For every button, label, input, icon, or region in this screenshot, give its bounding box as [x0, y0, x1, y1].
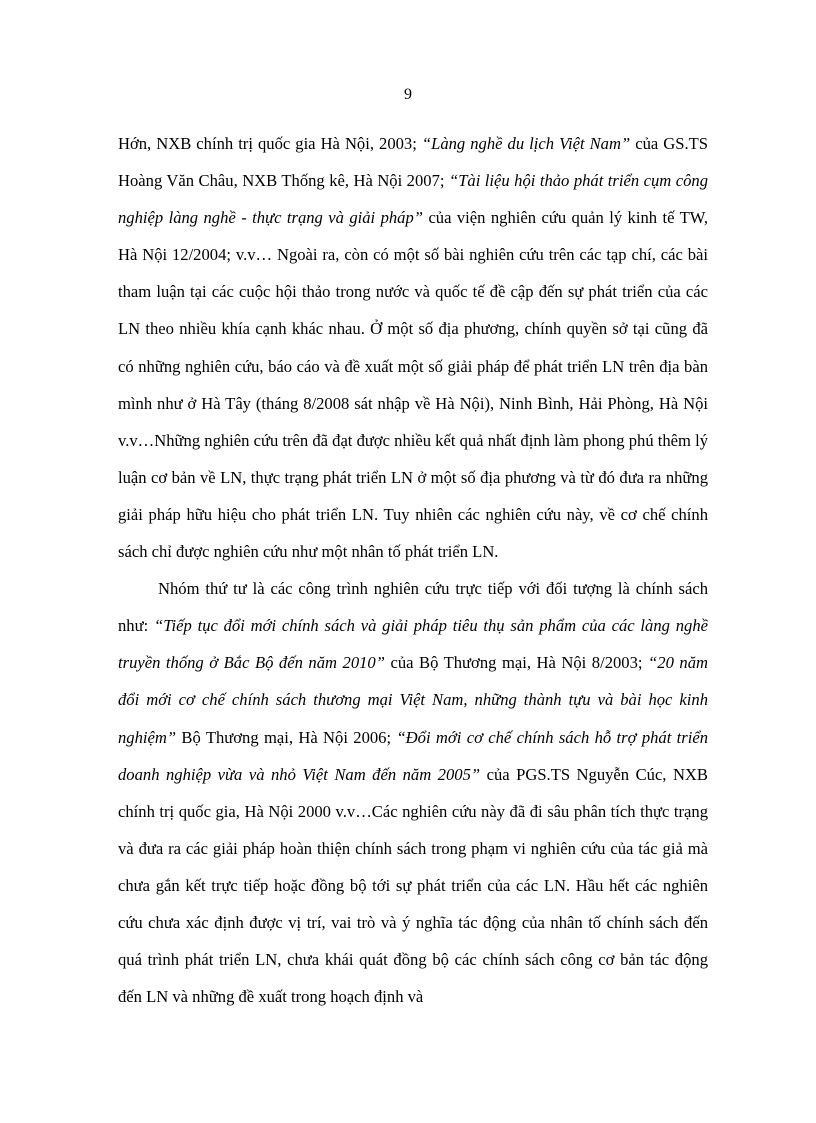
paragraph-1-italic-title-1: “Làng nghề du lịch Việt Nam” — [421, 134, 631, 153]
paragraph-2-italic-title-3: “Đổi mới cơ chế chính sách hỗ trợ phát triển doanh nghiệp vừa và nhỏ Việt Nam đến năm 2005” — [118, 727, 709, 784]
paragraph-1-text-1: Hớn, NXB chính trị quốc gia Hà Nội, 2003; — [118, 134, 422, 153]
paragraph-1-italic-title-2: “Tài liệu hội thảo phát triển cụm công nghiệp làng nghề - thực trạng và giải pháp” — [118, 171, 708, 228]
paragraph-2 — [118, 570, 708, 1015]
paragraph-1 — [118, 125, 708, 570]
paragraph-2-text-4: của PGS.TS Nguyễn Cúc, NXB chính trị quốc gia, Hà Nội 2000 v.v…Các nghiên cứu này đã đi sâu phân tích thực trạng và đưa ra các giải pháp hoàn thiện chính sách trong phạm vi nghiên cứu của tác giả mà chưa gắn kết trực tiếp hoặc đồng bộ tới sự phát triển của các LN. Hầu hết các nghiên cứu chưa xác định được vị trí, vai trò và ý nghĩa tác động của nhân tố chính sách đến quá trình phát triển LN, chưa khái quát đồng bộ các chính sách công cơ bản tác động đến LN và những đề xuất trong hoạch định và — [118, 764, 708, 1007]
paragraph-2-text-1: Nhóm thứ tư là các công trình nghiên cứu trực tiếp với đối tượng là chính sách như: — [118, 579, 708, 636]
paragraph-2-text-2: của Bộ Thương mại, Hà Nội 8/2003; — [384, 653, 649, 673]
page-number: 9 — [404, 86, 412, 103]
body-text — [118, 125, 708, 1015]
paragraph-2-italic-title-1: “Tiếp tục đổi mới chính sách và giải pháp tiêu thụ sản phẩm của các làng nghề truyền thống ở Bắc Bộ đến năm 2010” — [118, 616, 708, 673]
paragraph-1-text-3: của viện nghiên cứu quản lý kinh tế TW, Hà Nội 12/2004; v.v… Ngoài ra, còn có một số bài nghiên cứu trên các tạp chí, các bài tham luận tại các cuộc hội thảo trong nước và quốc tế đề cập đến sự phát triển của các LN theo nhiều khía cạnh khác nhau. Ở một số địa phương, chính quyền sở tại cũng đã có những nghiên cứu, báo cáo và đề xuất một số giải pháp để phát triển LN trên địa bàn mình như ở Hà Tây (tháng 8/2008 sát nhập về Hà Nội), Ninh Bình, Hải Phòng, Hà Nội v.v…Những nghiên cứu trên đã đạt được nhiều kết quả nhất định làm phong phú thêm lý luận cơ bản về LN, thực trạng phát triển LN ở một số địa phương và từ đó đưa ra những giải pháp hữu hiệu cho phát triển LN. Tuy nhiên các nghiên cứu này, về cơ chế chính sách chỉ được nghiên cứu như một nhân tố phát triển LN. — [118, 208, 709, 562]
paragraph-2-italic-title-2: “20 năm đổi mới cơ chế chính sách thương mại Việt Nam, những thành tựu và bài học kinh nghiệm” — [118, 653, 708, 747]
paragraph-1-text-2: của GS.TS Hoàng Văn Châu, NXB Thống kê, Hà Nội 2007; — [118, 134, 708, 191]
paragraph-2-text-3: Bộ Thương mại, Hà Nội 2006; — [176, 727, 397, 747]
